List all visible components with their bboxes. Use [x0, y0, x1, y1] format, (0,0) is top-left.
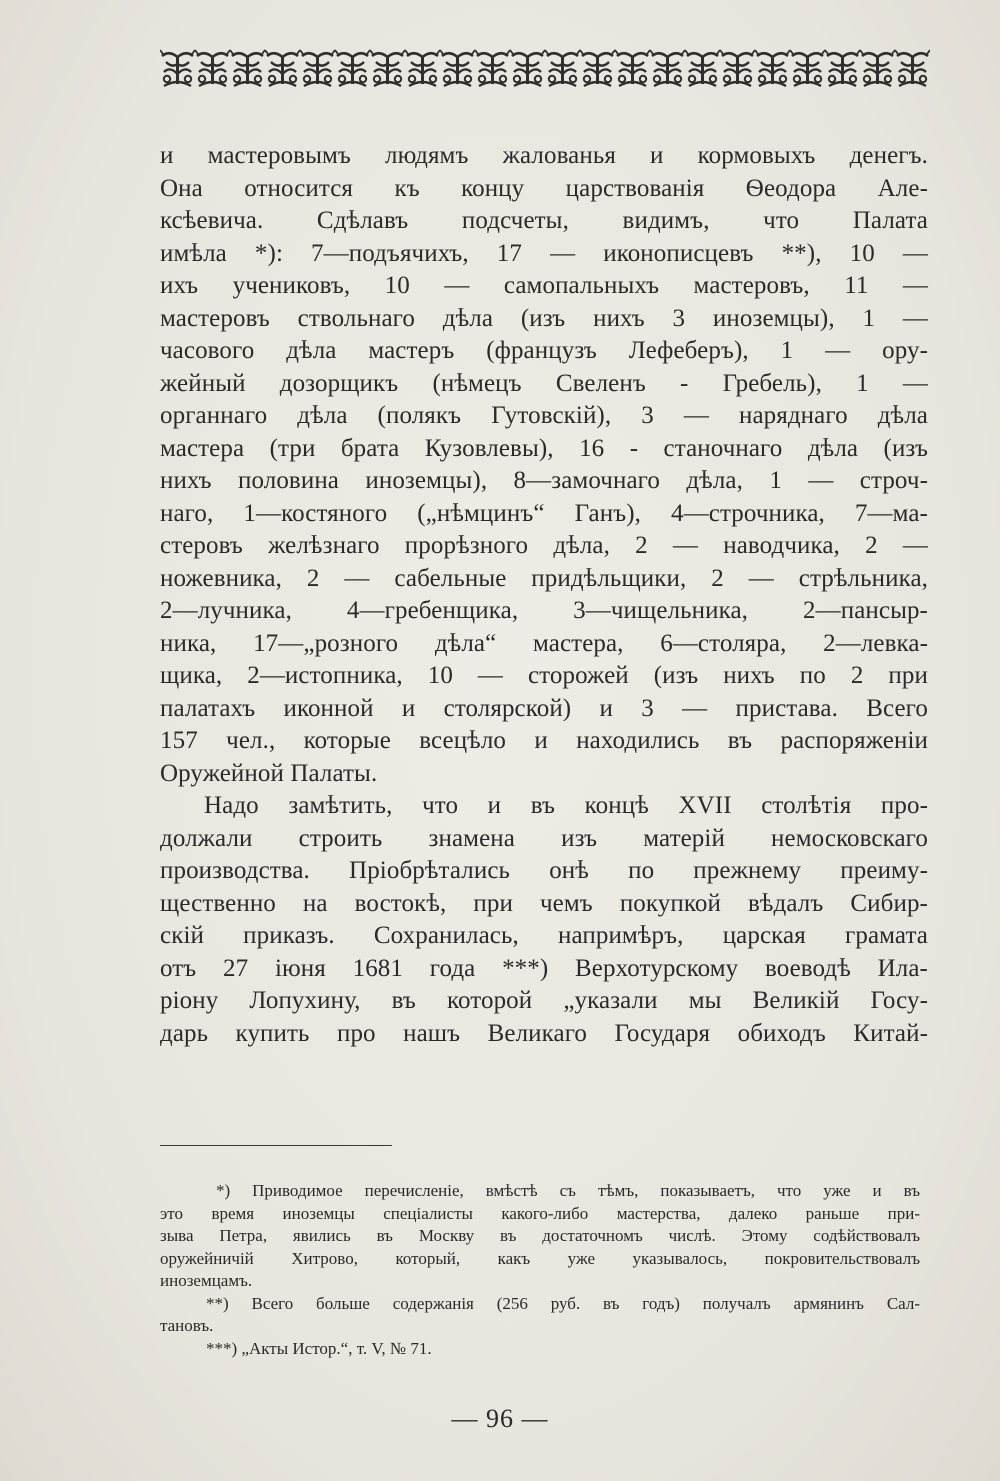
text-line: Оружейной Палаты. [160, 759, 378, 787]
text-line: часового дѣла мастеръ (французъ Лефеберъ), 1 — ору- [160, 337, 928, 364]
page-number: — 96 — [451, 1404, 549, 1433]
text-line: Она относится къ концу царствованія Ѳеодора Але- [160, 174, 928, 202]
text-line: ихъ учениковъ, 10 — самопальныхъ мастеровъ, 11 — [160, 272, 928, 299]
text-line: ника, 17—„розного дѣла“ мастера, 6—столяра, 2—левка- [160, 629, 928, 657]
text-line: нихъ половина иноземцы), 8—замочнаго дѣла, 1 — строч- [160, 467, 928, 494]
footnote-line: тановъ. [160, 1316, 214, 1335]
footnote-line: оружейничій Хитрово, который, какъ уже указывалось, покровительствовалъ [160, 1248, 920, 1268]
text-line: палатахъ иконной и столярской) и 3 — пристава. Всего [160, 694, 928, 722]
footnote-line: *) Приводимое перечисленіе, вмѣстѣ съ тѣмъ, показываетъ, что уже и въ [216, 1181, 920, 1200]
footnote-line: ***) „Акты Истор.“, т. V, № 71. [206, 1338, 432, 1358]
text-line: 157 чел., которые всецѣло и находились въ распоряженіи [160, 727, 928, 754]
footnote-separator [160, 1145, 392, 1146]
text-line: щественно на востокѣ, при чемъ покупкой вѣдалъ Сибир- [160, 889, 928, 917]
main-text [160, 140, 928, 1050]
text-line: щика, 2—истопника, 10 — сторожей (изъ нихъ по 2 при [160, 662, 928, 689]
text-line: скій приказъ. Сохранилась, напримѣръ, царская грамата [160, 922, 928, 949]
text-line: дарь купить про нашъ Великаго Государя обиходъ Китай- [160, 1019, 928, 1047]
text-line: Надо замѣтить, что и въ концѣ XVII столѣтія про- [204, 792, 928, 819]
text-line: производства. Пріобрѣтались онѣ по прежнему преиму- [160, 857, 928, 884]
footnote-line: это время иноземцы спеціалисты какого-либо мастерства, далеко раньше при- [160, 1203, 920, 1223]
text-line: и мастеровымъ людямъ жалованья и кормовыхъ денегъ. [160, 142, 928, 169]
text-line: жейный дозорщикъ (нѣмецъ Свеленъ - Гребель), 1 — [160, 369, 928, 397]
footnote-line: **) Всего больше содержанія (256 руб. въ годъ) получалъ армянинъ Сал- [206, 1293, 920, 1313]
text-line: отъ 27 іюня 1681 года ***) Верхотурскому воеводѣ Ила- [160, 954, 928, 982]
text-line: 2—лучника, 4—гребенщика, 3—чищельника, 2—пансыр- [160, 597, 928, 624]
text-line: ножевника, 2 — сабельные придѣльщики, 2 — стрѣльника, [160, 564, 928, 592]
footnotes [160, 1180, 920, 1360]
text-line: мастера (три брата Кузовлевы), 16 - станочнаго дѣла (изъ [160, 434, 928, 462]
footnote-line: зыва Петра, явились въ Москву въ достаточномъ числѣ. Этому содѣйствовалъ [160, 1226, 920, 1245]
text-line: наго, 1—костяного („нѣмцинъ“ Ганъ), 4—строчника, 7—ма- [160, 499, 928, 527]
text-line: имѣла *): 7—подъячихъ, 17 — иконописцевъ **), 10 — [160, 239, 928, 267]
text-line: ксѣевича. Сдѣлавъ подсчеты, видимъ, что Палата [160, 207, 928, 234]
text-line: ріону Лопухину, въ которой „указали мы Великій Госу- [160, 987, 928, 1014]
text-line: стеровъ желѣзнаго прорѣзного дѣла, 2 — наводчика, 2 — [160, 532, 928, 559]
ornamental-header-band [160, 48, 930, 92]
text-line: должали строить знамена изъ матерій немосковскаго [160, 824, 928, 852]
footnote-line: иноземцамъ. [160, 1271, 253, 1290]
text-line: органнаго дѣла (полякъ Гутовскій), 3 — наряднаго дѣла [160, 402, 928, 429]
text-line: мастеровъ ствольнаго дѣла (изъ нихъ 3 иноземцы), 1 — [160, 304, 928, 332]
